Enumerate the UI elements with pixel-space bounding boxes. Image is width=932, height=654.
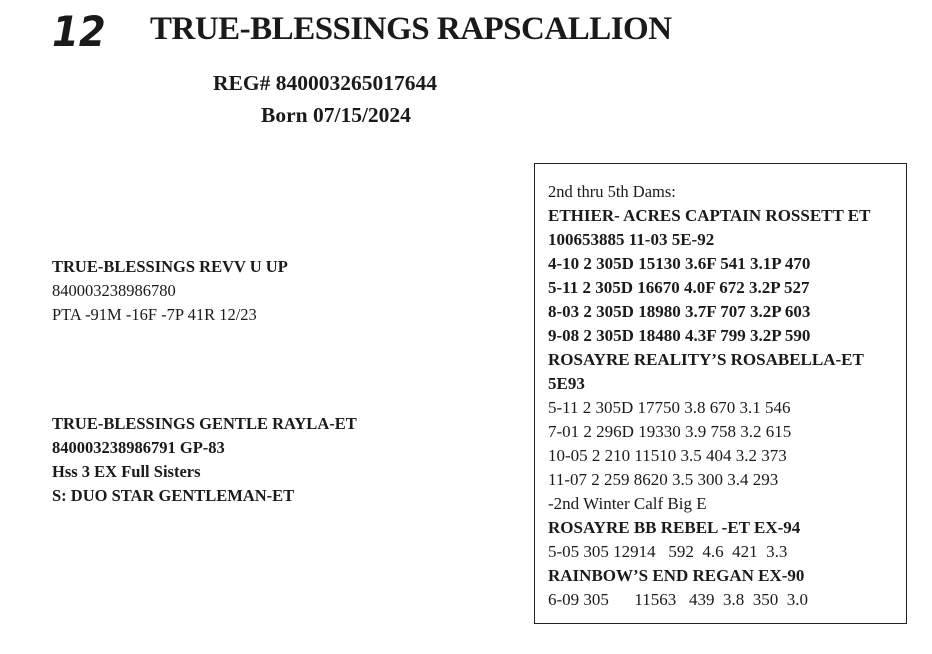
dams-box-line: 6-09 305 11563 439 3.8 350 3.0	[548, 590, 809, 609]
dams-box-heading: 2nd thru 5th Dams:	[548, 182, 676, 201]
dam-block	[52, 412, 357, 508]
dams-box-line: 5-11 2 305D 17750 3.8 670 3.1 546	[548, 398, 791, 417]
registration-number: REG# 840003265017644	[213, 71, 437, 95]
dams-box-line: 9-08 2 305D 18480 4.3F 799 3.2P 590	[548, 326, 811, 345]
dams-box-line: ROSAYRE REALITY’S ROSABELLA-ET	[548, 350, 864, 369]
sire-block	[52, 255, 288, 327]
dams-box-line: ROSAYRE BB REBEL -ET EX-94	[548, 518, 801, 537]
ancestor-dams-box	[534, 163, 907, 624]
animal-name: TRUE-BLESSINGS RAPSCALLION	[150, 11, 672, 47]
dams-box-lines	[548, 204, 906, 612]
dams-box-line: 4-10 2 305D 15130 3.6F 541 3.1P 470	[548, 254, 811, 273]
dams-box-line: 100653885 11-03 5E-92	[548, 230, 715, 249]
dams-box-line: 5-05 305 12914 592 4.6 421 3.3	[548, 542, 788, 561]
lot-number: 12	[52, 7, 106, 56]
dams-box-line: -2nd Winter Calf Big E	[548, 494, 707, 513]
dams-box-line: 7-01 2 296D 19330 3.9 758 3.2 615	[548, 422, 792, 441]
dams-box-line: ETHIER- ACRES CAPTAIN ROSSETT ET	[548, 206, 871, 225]
dams-box-line: 8-03 2 305D 18980 3.7F 707 3.2P 603	[548, 302, 811, 321]
dams-box-line: RAINBOW’S END REGAN EX-90	[548, 566, 805, 585]
dam-number-score: 840003238986791 GP-83	[52, 438, 225, 457]
birth-date: Born 07/15/2024	[261, 103, 411, 127]
dams-box-line: 10-05 2 210 11510 3.5 404 3.2 373	[548, 446, 787, 465]
dam-sire-line: S: DUO STAR GENTLEMAN-ET	[52, 486, 295, 505]
dams-box-line: 5-11 2 305D 16670 4.0F 672 3.2P 527	[548, 278, 810, 297]
dams-box-line: 5E93	[548, 374, 585, 393]
dam-note: Hss 3 EX Full Sisters	[52, 462, 201, 481]
sire-name: TRUE-BLESSINGS REVV U UP	[52, 257, 288, 276]
sire-pta: PTA -91M -16F -7P 41R 12/23	[52, 305, 257, 324]
dams-box-line: 11-07 2 259 8620 3.5 300 3.4 293	[548, 470, 779, 489]
sire-number: 840003238986780	[52, 281, 176, 300]
dam-name: TRUE-BLESSINGS GENTLE RAYLA-ET	[52, 414, 357, 433]
